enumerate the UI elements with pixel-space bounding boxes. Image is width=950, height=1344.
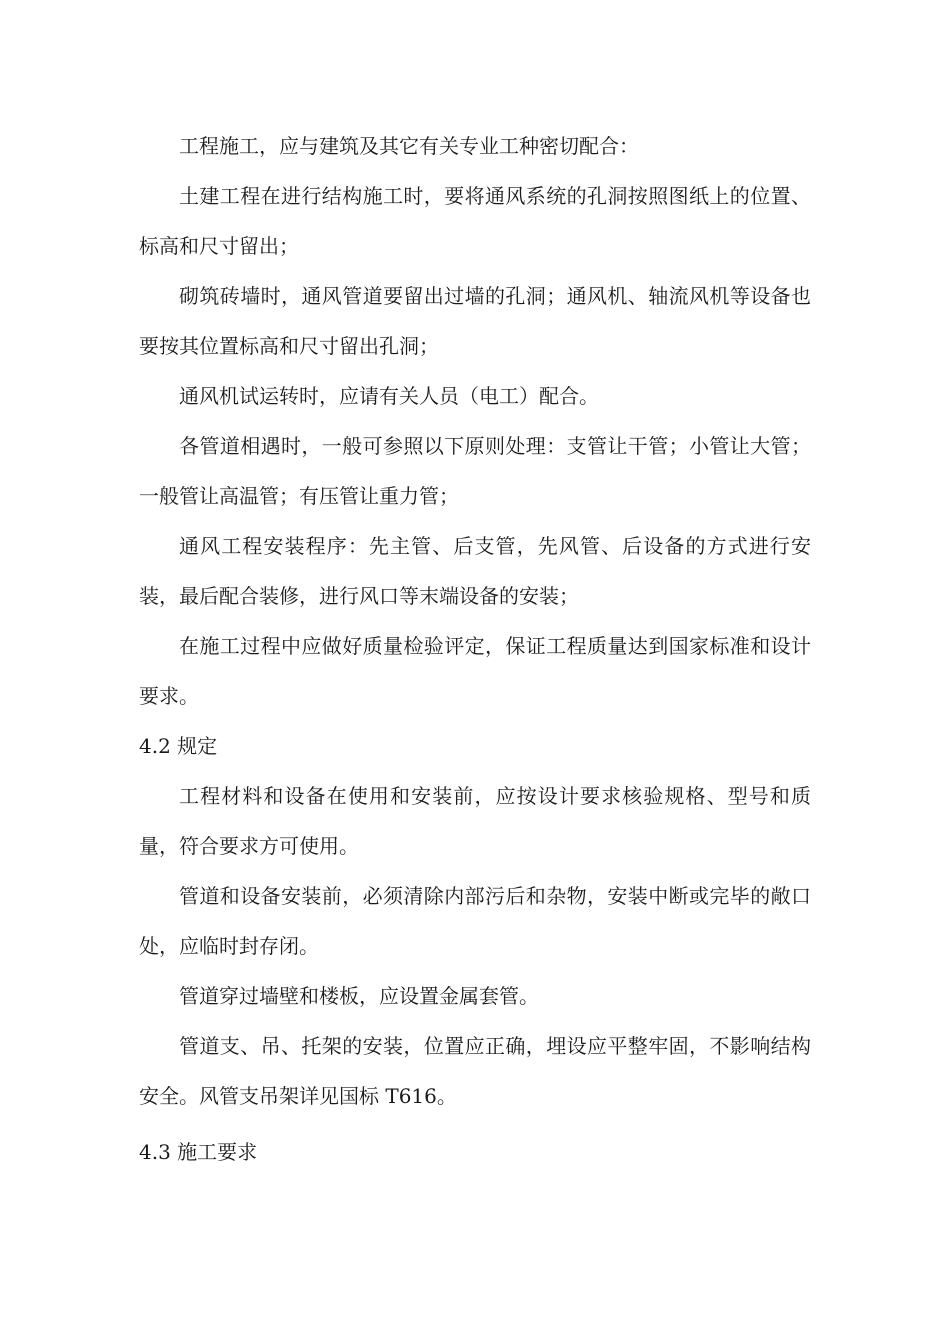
section-heading-4-3: 4.3 施工要求: [139, 1140, 258, 1164]
paragraph: 管道支、吊、托架的安装，位置应正确，埋设应平整牢固，不影响结构安全。风管支吊架详见国标 T616。: [139, 1034, 811, 1108]
paragraph: 工程施工，应与建筑及其它有关专业工种密切配合：: [179, 134, 639, 158]
paragraph: 各管道相遇时，一般可参照以下原则处理：支管让干管；小管让大管；一般管让高温管；有压管让重力管；: [139, 434, 811, 508]
paragraph: 通风机试运转时，应请有关人员（电工）配合。: [179, 384, 599, 408]
paragraph: 土建工程在进行结构施工时，要将通风系统的孔洞按照图纸上的位置、标高和尺寸留出；: [139, 184, 811, 258]
paragraph: 管道穿过墙壁和楼板，应设置金属套管。: [179, 984, 539, 1008]
document-body: [139, 121, 811, 1177]
paragraph: 管道和设备安装前，必须清除内部污后和杂物，安装中断或完毕的敞口处，应临时封存闭。: [139, 884, 811, 958]
paragraph: 通风工程安装程序：先主管、后支管，先风管、后设备的方式进行安装，最后配合装修，进行风口等末端设备的安装；: [139, 534, 811, 608]
paragraph: 在施工过程中应做好质量检验评定，保证工程质量达到国家标准和设计要求。: [139, 634, 811, 708]
paragraph: 砌筑砖墙时，通风管道要留出过墙的孔洞；通风机、轴流风机等设备也要按其位置标高和尺寸留出孔洞；: [139, 284, 811, 358]
paragraph: 工程材料和设备在使用和安装前，应按设计要求核验规格、型号和质量，符合要求方可使用。: [139, 784, 811, 858]
section-heading-4-2: 4.2 规定: [139, 734, 218, 758]
